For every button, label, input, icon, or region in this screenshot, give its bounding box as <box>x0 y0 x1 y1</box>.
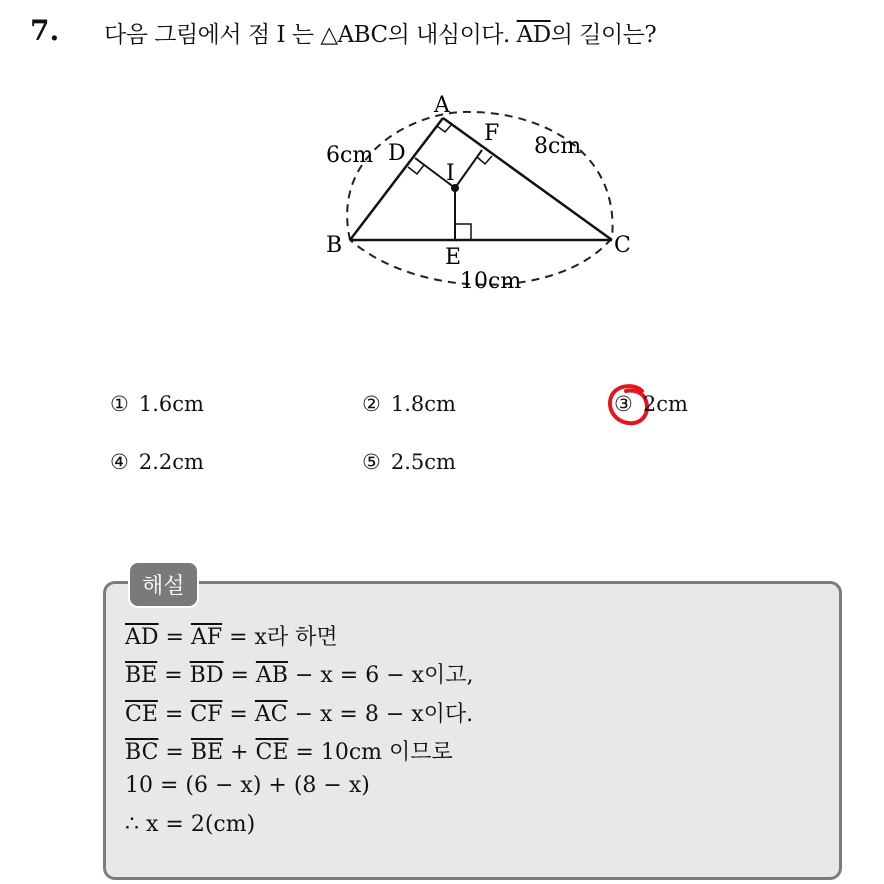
choice-5-number: ⑤ <box>362 450 381 474</box>
length-bc: 10cm <box>460 269 522 294</box>
line-rest: − x = 6 − x이고, <box>287 663 474 688</box>
choice-1-number: ① <box>110 392 129 416</box>
choice-2-value: 1.8cm <box>390 392 456 416</box>
label-b: B <box>326 233 343 258</box>
seg: $\overline{CF}$ <box>190 702 223 727</box>
seg: $\overline{BE}$ <box>125 663 158 688</box>
choice-4[interactable] <box>110 450 204 474</box>
seg: $\overline{AD}$ <box>125 625 159 650</box>
label-d: D <box>388 141 406 166</box>
solution-line-1: $\overline{AD} = \overline{AF} = x$라 하면 <box>125 625 338 650</box>
seg: $\overline{BC}$ <box>125 740 159 765</box>
question-segment: $\overline{AD}$ <box>516 22 551 48</box>
choice-3-number: ③ <box>614 392 633 416</box>
seg: $\overline{CE}$ <box>255 740 289 765</box>
solution-line-2: $\overline{BE} = \overline{BD} = \overline{AB} - x = 6 - x$이고, <box>125 663 474 688</box>
choice-1-value: 1.6cm <box>138 392 204 416</box>
label-c: C <box>614 233 631 258</box>
choice-4-value: 2.2cm <box>138 450 204 474</box>
right-angle-a <box>437 124 452 132</box>
choice-4-number: ④ <box>110 450 129 474</box>
radius-if <box>455 150 482 188</box>
label-f: F <box>484 121 500 146</box>
choice-3-value: 2cm <box>642 392 688 416</box>
seg: $\overline{AB}$ <box>255 663 288 688</box>
label-e: E <box>445 245 462 270</box>
seg: $\overline{BD}$ <box>189 663 224 688</box>
right-angle-f <box>477 156 492 164</box>
question-number: 7. <box>30 14 60 47</box>
seg: $\overline{BE}$ <box>190 740 224 765</box>
seg: $\overline{AF}$ <box>190 625 223 650</box>
line-rest: − x = 8 − x이다. <box>287 702 474 727</box>
question-text-after: 의 길이는? <box>550 22 657 48</box>
solution-line-6: ∴ x = 2(cm) <box>125 812 256 837</box>
solution-line-3: $\overline{CE} = \overline{CF} = \overline{AC} - x = 8 - x$이다. <box>125 702 474 727</box>
right-angle-d <box>408 165 424 174</box>
label-i: I <box>446 161 455 186</box>
choice-1[interactable] <box>110 392 204 416</box>
solution-line-4: $\overline{BC} = \overline{BE} + \overline{CE} = 10cm$ 이므로 <box>125 740 453 765</box>
length-ab: 6cm <box>326 143 374 168</box>
line-rest: = 10cm 이므로 <box>288 740 453 765</box>
solution-tag: 해설 <box>128 561 199 608</box>
choice-5-value: 2.5cm <box>390 450 456 474</box>
seg: $\overline{AC}$ <box>254 702 288 727</box>
choice-5[interactable] <box>362 450 456 474</box>
choice-2-number: ② <box>362 392 381 416</box>
side-ac <box>443 118 612 240</box>
length-ac: 8cm <box>534 134 582 159</box>
label-a: A <box>434 93 450 118</box>
seg: $\overline{CE}$ <box>125 702 158 727</box>
question-text-before: 다음 그림에서 점 I 는 △ABC의 내심이다. <box>104 22 517 48</box>
right-angle-e <box>455 224 471 240</box>
line-rest: = x라 하면 <box>222 625 338 650</box>
choice-3[interactable] <box>614 392 688 416</box>
side-ab <box>350 118 443 240</box>
choice-2[interactable] <box>362 392 456 416</box>
solution-line-5: 10 = (6 − x) + (8 − x) <box>125 773 370 798</box>
